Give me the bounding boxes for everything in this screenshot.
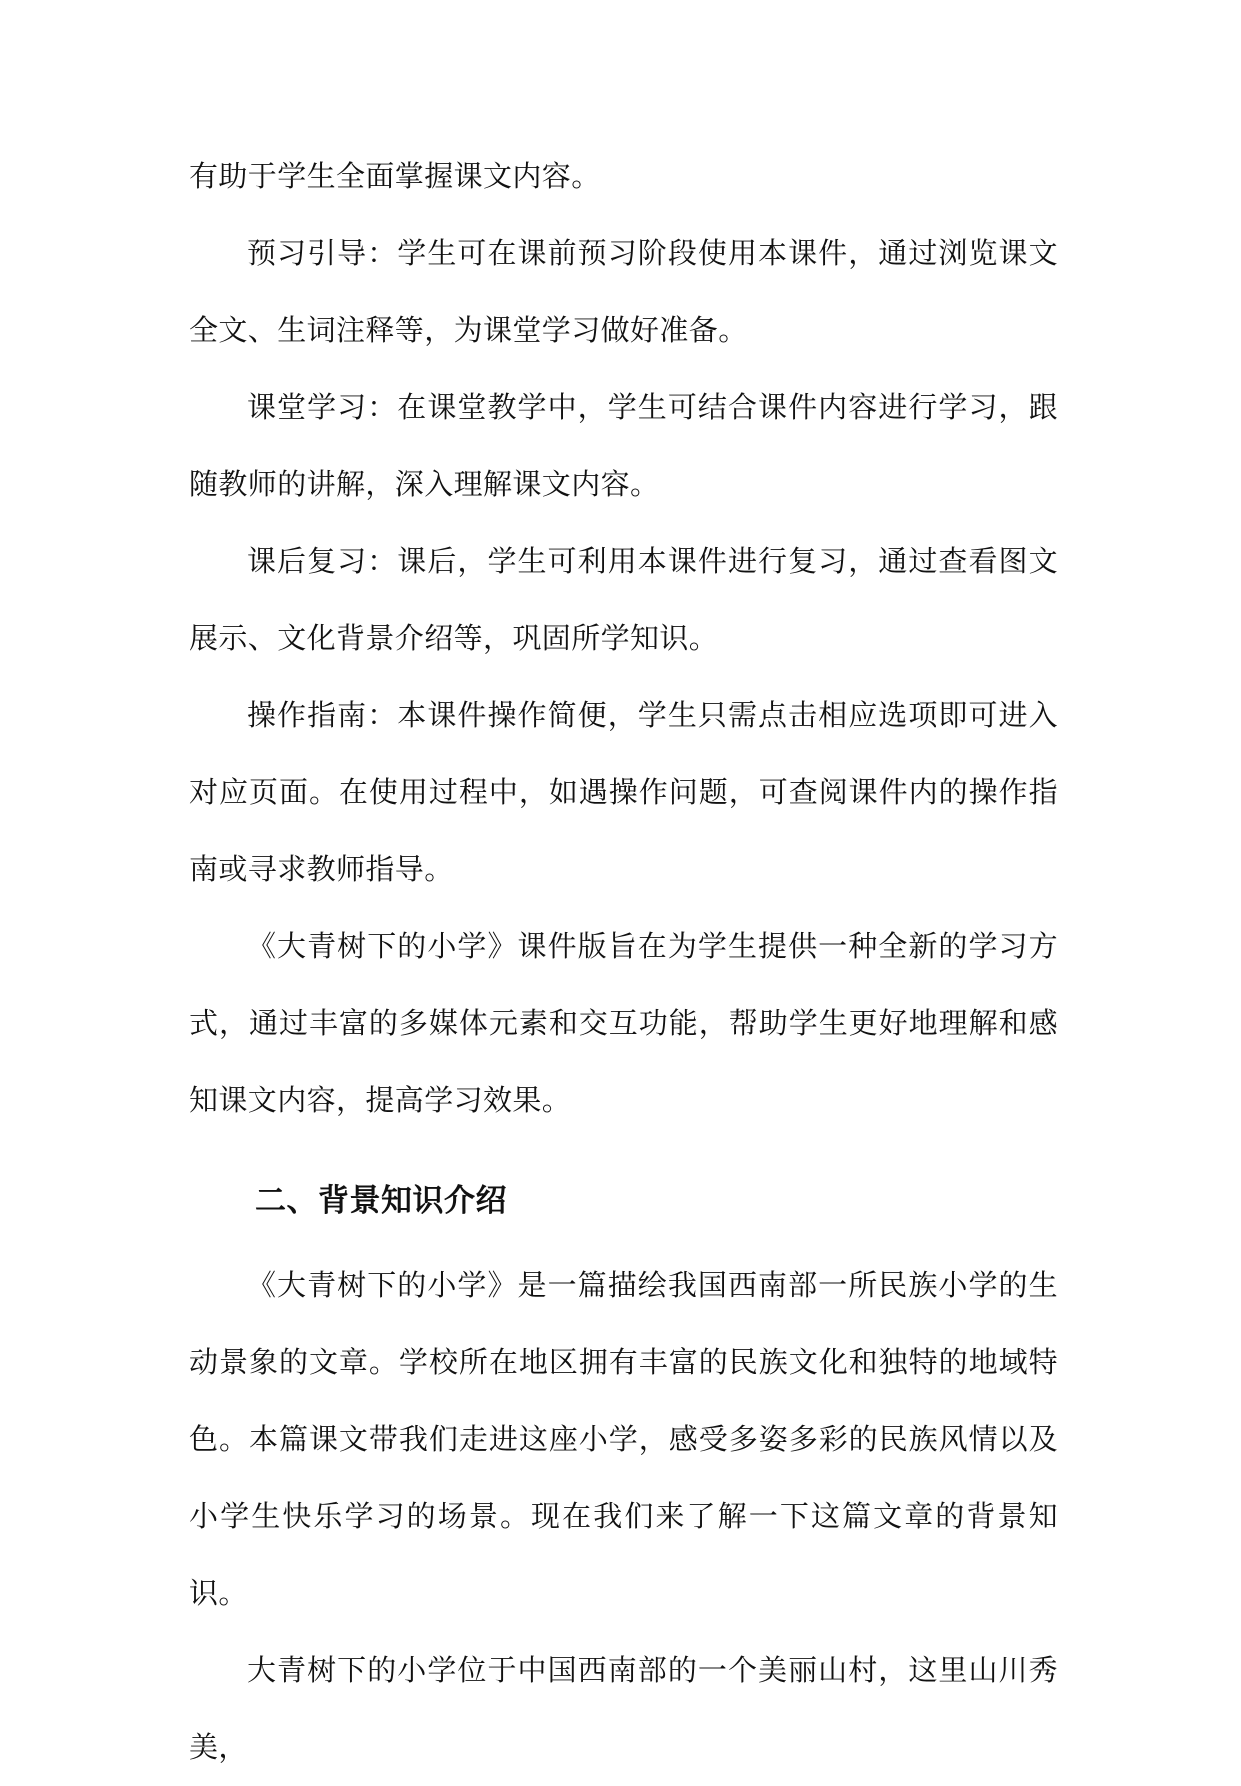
paragraph-courseware-summary: 《大青树下的小学》课件版旨在为学生提供一种全新的学习方式，通过丰富的多媒体元素和交互功能，帮助学生更好地理解和感知课文内容，提高学习效果。 (189, 929, 1058, 1117)
paragraph-after-class-review: 课后复习：课后，学生可利用本课件进行复习，通过查看图文展示、文化背景介绍等，巩固所学知识。 (189, 544, 1058, 655)
paragraph-classroom-learning: 课堂学习：在课堂教学中，学生可结合课件内容进行学习，跟随教师的讲解，深入理解课文内容。 (189, 390, 1058, 501)
paragraph-operation-guide: 操作指南：本课件操作简便，学生只需点击相应选项即可进入对应页面。在使用过程中，如遇操作问题，可查阅课件内的操作指南或寻求教师指导。 (189, 698, 1058, 886)
paragraph-school-location: 大青树下的小学位于中国西南部的一个美丽山村，这里山川秀美， (189, 1653, 1058, 1764)
paragraph-background-intro: 《大青树下的小学》是一篇描绘我国西南部一所民族小学的生动景象的文章。学校所在地区拥有丰富的民族文化和独特的地域特色。本篇课文带我们走进这座小学，感受多姿多彩的民族风情以及小学生快乐学习的场景。现在我们来了解一下这篇文章的背景知识。 (189, 1268, 1058, 1610)
section-heading: 二、背景知识介绍 (255, 1183, 507, 1219)
paragraph-continuation: 有助于学生全面掌握课文内容。 (189, 159, 601, 193)
paragraph-preview-guide: 预习引导：学生可在课前预习阶段使用本课件，通过浏览课文全文、生词注释等，为课堂学习做好准备。 (189, 236, 1058, 347)
